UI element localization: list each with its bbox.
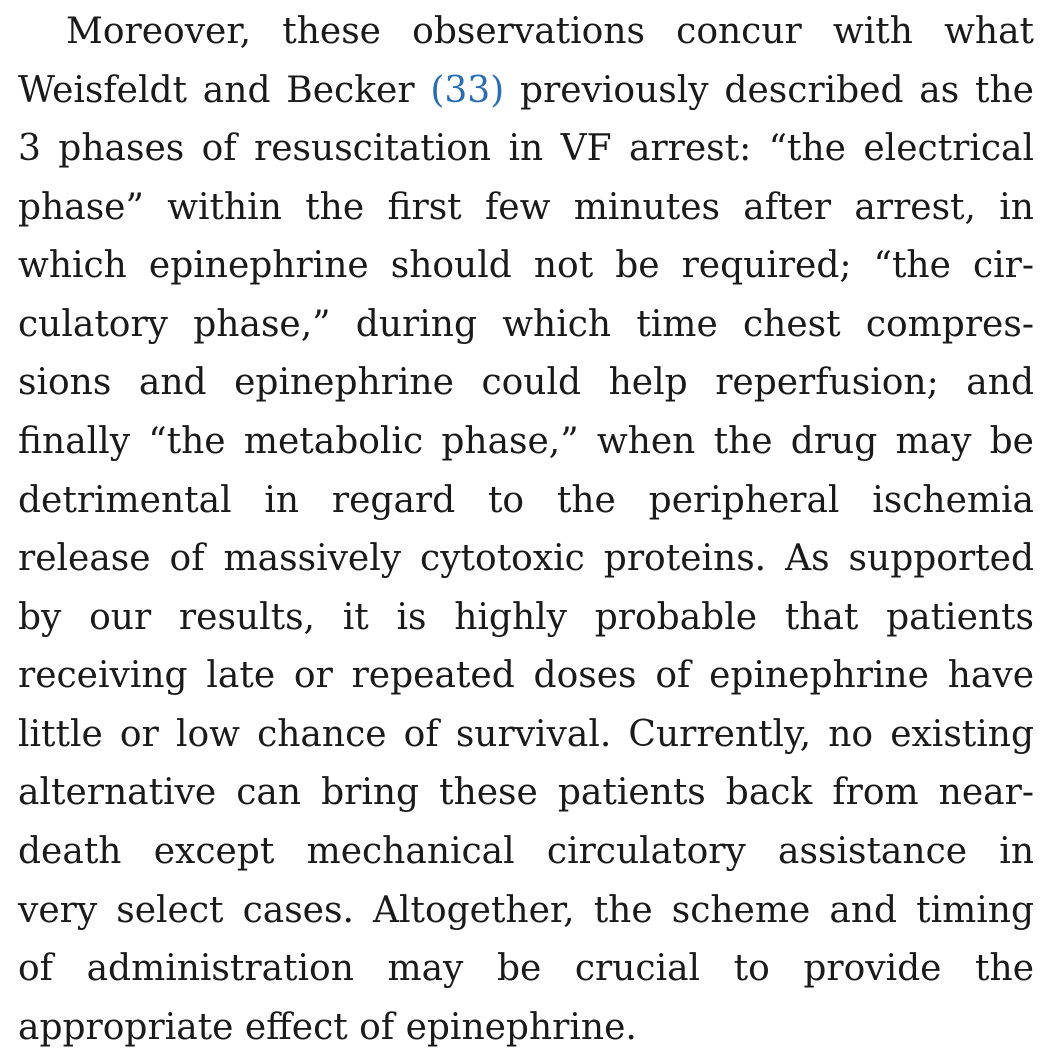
paragraph-line: death except mechanical circulatory assistance in xyxy=(18,831,1034,872)
paragraph-line: receiving late or repeated doses of epinephrine have xyxy=(18,655,1034,696)
paragraph-line: detrimental in regard to the peripheral ischemia xyxy=(18,480,1034,521)
reference-link-33[interactable]: (33) xyxy=(430,70,505,111)
paragraph-line: finally “the metabolic phase,” when the drug may be xyxy=(18,421,1034,462)
paragraph-line: appropriate effect of epinephrine. xyxy=(18,1007,637,1048)
paragraph-line: very select cases. Altogether, the scheme and timing xyxy=(18,890,1034,931)
paragraph-line-text: previously described as the xyxy=(504,70,1034,111)
paragraph-line: Moreover, these observations concur with what xyxy=(66,11,1034,52)
paragraph-line: release of massively cytotoxic proteins. As supported xyxy=(18,538,1034,579)
paragraph-line-text: Weisfeldt and Becker xyxy=(18,70,431,111)
paragraph-line: culatory phase,” during which time chest compres- xyxy=(18,304,1034,345)
paragraph-line: 3 phases of resuscitation in VF arrest: “the electrical xyxy=(18,128,1034,169)
paragraph-line: little or low chance of survival. Currently, no existing xyxy=(18,714,1034,755)
paragraph-line: which epinephrine should not be required; “the cir- xyxy=(18,245,1034,286)
paragraph-line: by our results, it is highly probable that patients xyxy=(18,597,1034,638)
paragraph-line: sions and epinephrine could help reperfusion; and xyxy=(18,362,1034,403)
paragraph-line: of administration may be crucial to provide the xyxy=(18,948,1034,989)
paragraph-line xyxy=(18,62,1034,120)
paragraph-line: alternative can bring these patients back from near- xyxy=(18,772,1034,813)
paragraph-line: phase” within the first few minutes after arrest, in xyxy=(18,187,1034,228)
